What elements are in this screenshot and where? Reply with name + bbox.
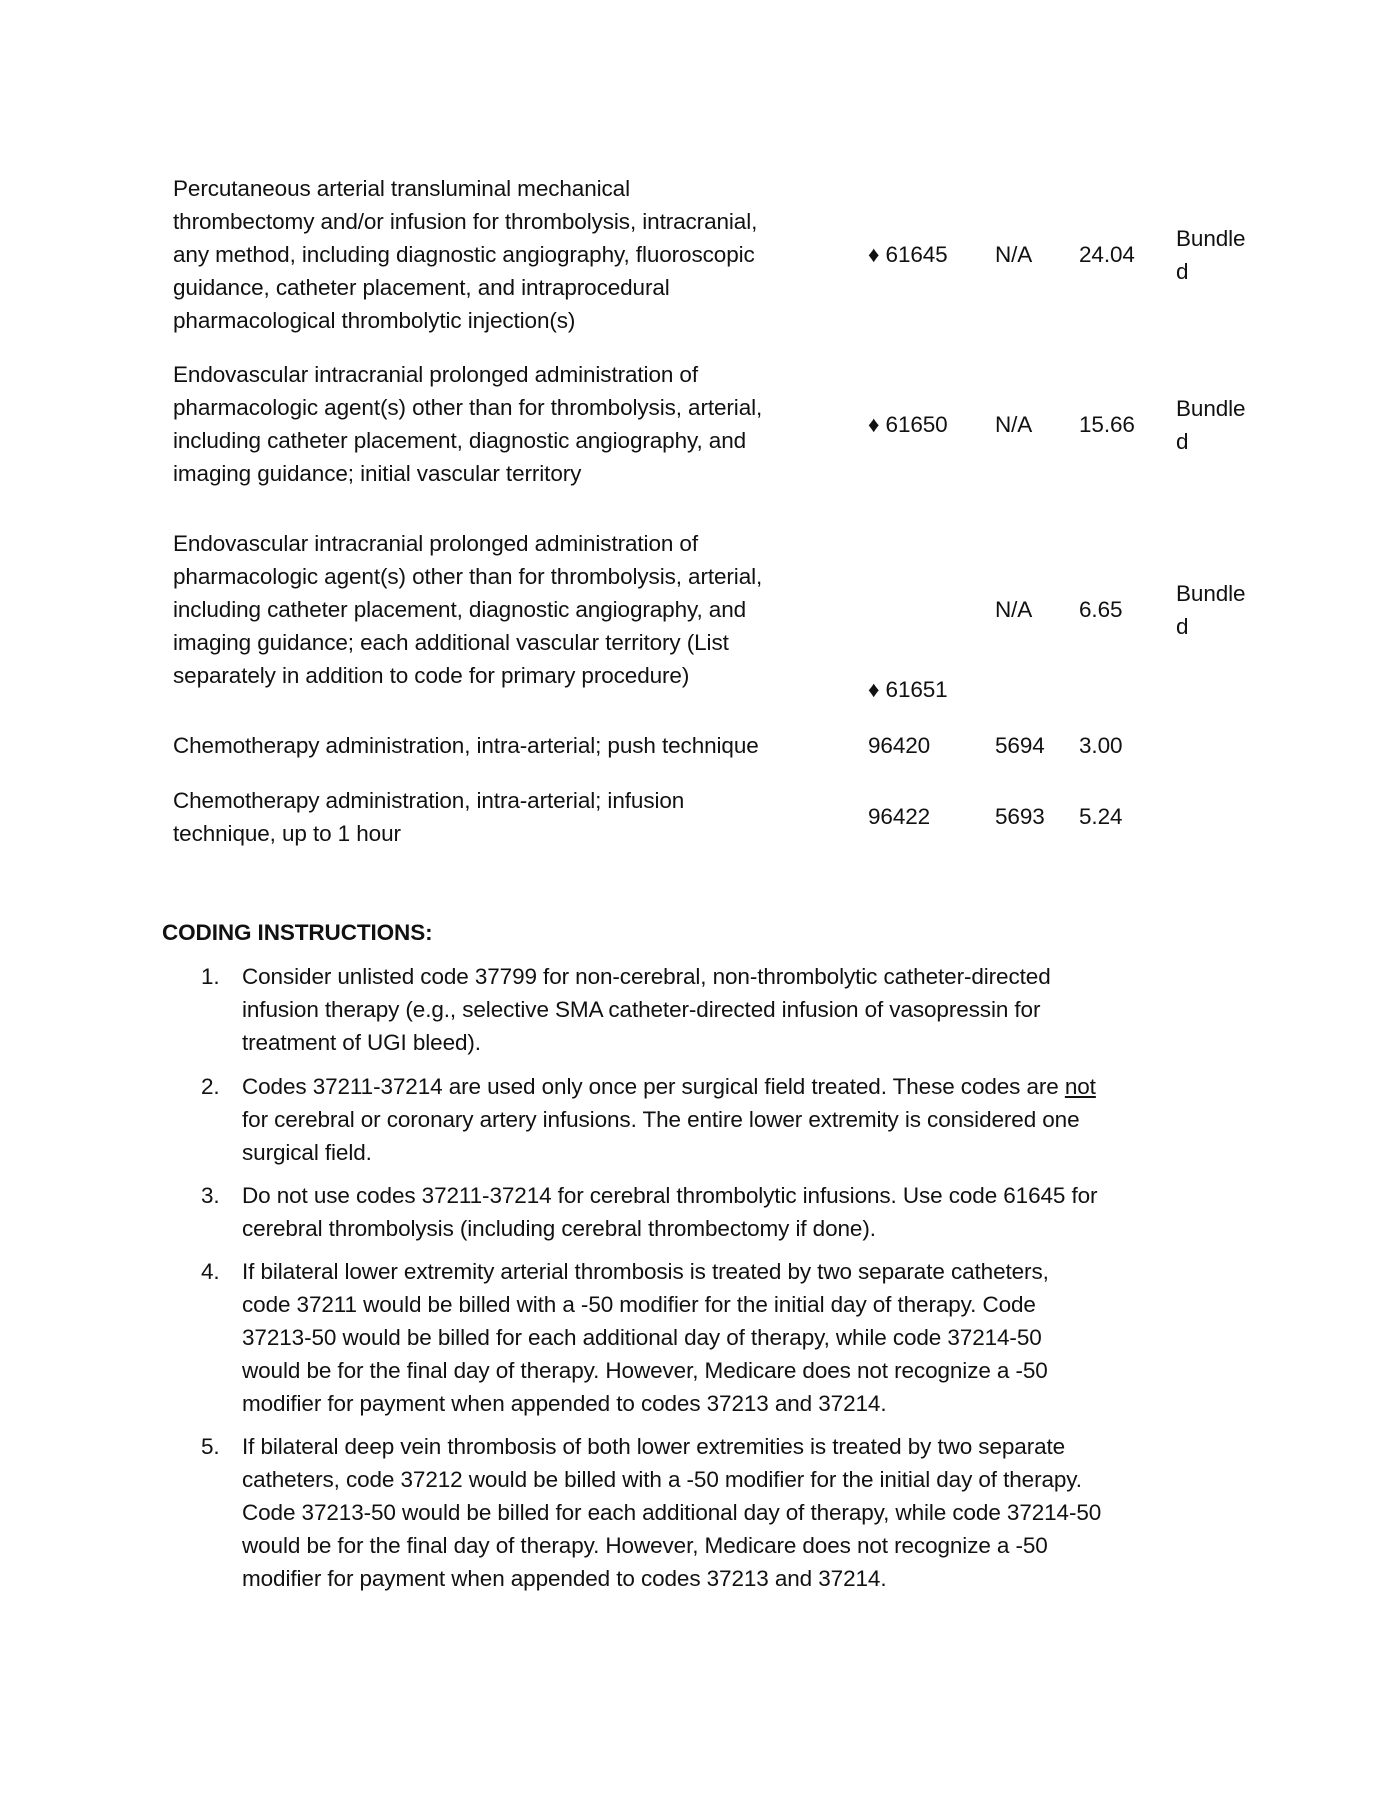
item-number: 5. [201, 1434, 220, 1459]
desc-line: pharmacologic agent(s) other than for thrombolysis, arterial, [173, 395, 763, 420]
item-number: 1. [201, 964, 220, 989]
cpt-code: ♦ 61650 [868, 412, 948, 437]
item-line: Code 37213-50 would be billed for each additional day of therapy, while code 37214-50 [242, 1500, 1102, 1525]
desc-line: Chemotherapy administration, intra-arterial; infusion [173, 788, 685, 813]
item-number: 2. [201, 1074, 220, 1099]
item-line: infusion therapy (e.g., selective SMA catheter-directed infusion of vasopressin for [242, 997, 1041, 1022]
status-line: Bundle [1176, 581, 1246, 606]
item-text [242, 1255, 1222, 1420]
item-line: for cerebral or coronary artery infusions. The entire lower extremity is considered one [242, 1107, 1080, 1132]
rvu-value: 15.66 [1079, 412, 1135, 437]
item-line: would be for the final day of therapy. However, Medicare does not recognize a -50 [242, 1533, 1048, 1558]
rvu-value: 3.00 [1079, 733, 1123, 758]
item-line: Do not use codes 37211-37214 for cerebral thrombolytic infusions. Use code 61645 for [242, 1183, 1098, 1208]
apc-value: N/A [995, 242, 1033, 267]
item-line-text: Codes 37211-37214 are used only once per surgical field treated. These codes are [242, 1074, 1065, 1099]
item-line: modifier for payment when appended to codes 37213 and 37214. [242, 1566, 887, 1591]
apc-value: N/A [995, 597, 1033, 622]
desc-line: pharmacologic agent(s) other than for thrombolysis, arterial, [173, 564, 763, 589]
desc-line: including catheter placement, diagnostic angiography, and [173, 597, 747, 622]
item-text [242, 1070, 1222, 1169]
status-line: d [1176, 429, 1189, 454]
item-line: Consider unlisted code 37799 for non-cerebral, non-thrombolytic catheter-directed [242, 964, 1051, 989]
desc-line: imaging guidance; each additional vascular territory (List [173, 630, 729, 655]
item-line: cerebral thrombolysis (including cerebral thrombectomy if done). [242, 1216, 876, 1241]
row-description [173, 172, 853, 337]
item-text [242, 1430, 1222, 1595]
item-line: surgical field. [242, 1140, 372, 1165]
item-number: 4. [201, 1259, 220, 1284]
item-text [242, 1179, 1222, 1245]
row-description [173, 784, 853, 850]
apc-value: N/A [995, 412, 1033, 437]
apc-value: 5693 [995, 804, 1045, 829]
rvu-value: 6.65 [1079, 597, 1123, 622]
status-line: d [1176, 614, 1189, 639]
item-line [242, 1070, 1222, 1103]
desc-line: thrombectomy and/or infusion for thrombolysis, intracranial, [173, 209, 758, 234]
desc-line: Chemotherapy administration, intra-arterial; push technique [173, 733, 759, 758]
cpt-code: ♦ 61645 [868, 242, 948, 267]
emphasis-not: not [1064, 1074, 1096, 1099]
row-description [173, 358, 853, 490]
item-line: would be for the final day of therapy. However, Medicare does not recognize a -50 [242, 1358, 1048, 1383]
status-line: d [1176, 259, 1189, 284]
item-line: treatment of UGI bleed). [242, 1030, 481, 1055]
item-number: 3. [201, 1183, 220, 1208]
status-value [1176, 222, 1256, 288]
item-line: If bilateral deep vein thrombosis of both lower extremities is treated by two separate [242, 1434, 1066, 1459]
status-line: Bundle [1176, 396, 1246, 421]
desc-line: Endovascular intracranial prolonged administration of [173, 531, 698, 556]
desc-line: pharmacological thrombolytic injection(s) [173, 308, 576, 333]
row-description [173, 527, 853, 692]
item-line: 37213-50 would be billed for each additional day of therapy, while code 37214-50 [242, 1325, 1042, 1350]
row-description [173, 729, 853, 762]
item-line: modifier for payment when appended to codes 37213 and 37214. [242, 1391, 887, 1416]
rvu-value: 5.24 [1079, 804, 1123, 829]
desc-line: imaging guidance; initial vascular territory [173, 461, 582, 486]
item-text [242, 960, 1222, 1059]
cpt-code: ♦ 61651 [868, 677, 948, 702]
desc-line: guidance, catheter placement, and intraprocedural [173, 275, 670, 300]
item-line: code 37211 would be billed with a -50 modifier for the initial day of therapy. Code [242, 1292, 1036, 1317]
cpt-code: 96422 [868, 804, 931, 829]
desc-line: Percutaneous arterial transluminal mechanical [173, 176, 630, 201]
desc-line: any method, including diagnostic angiography, fluoroscopic [173, 242, 755, 267]
desc-line: including catheter placement, diagnostic angiography, and [173, 428, 747, 453]
status-value [1176, 577, 1256, 643]
desc-line: separately in addition to code for primary procedure) [173, 663, 690, 688]
status-line: Bundle [1176, 226, 1246, 251]
rvu-value: 24.04 [1079, 242, 1135, 267]
coding-instructions-heading: CODING INSTRUCTIONS: [162, 920, 433, 945]
desc-line: technique, up to 1 hour [173, 821, 401, 846]
apc-value: 5694 [995, 733, 1045, 758]
item-line: catheters, code 37212 would be billed with a -50 modifier for the initial day of therapy. [242, 1467, 1082, 1492]
status-value [1176, 392, 1256, 458]
item-line: If bilateral lower extremity arterial thrombosis is treated by two separate catheters, [242, 1259, 1049, 1284]
cpt-code: 96420 [868, 733, 931, 758]
desc-line: Endovascular intracranial prolonged administration of [173, 362, 698, 387]
